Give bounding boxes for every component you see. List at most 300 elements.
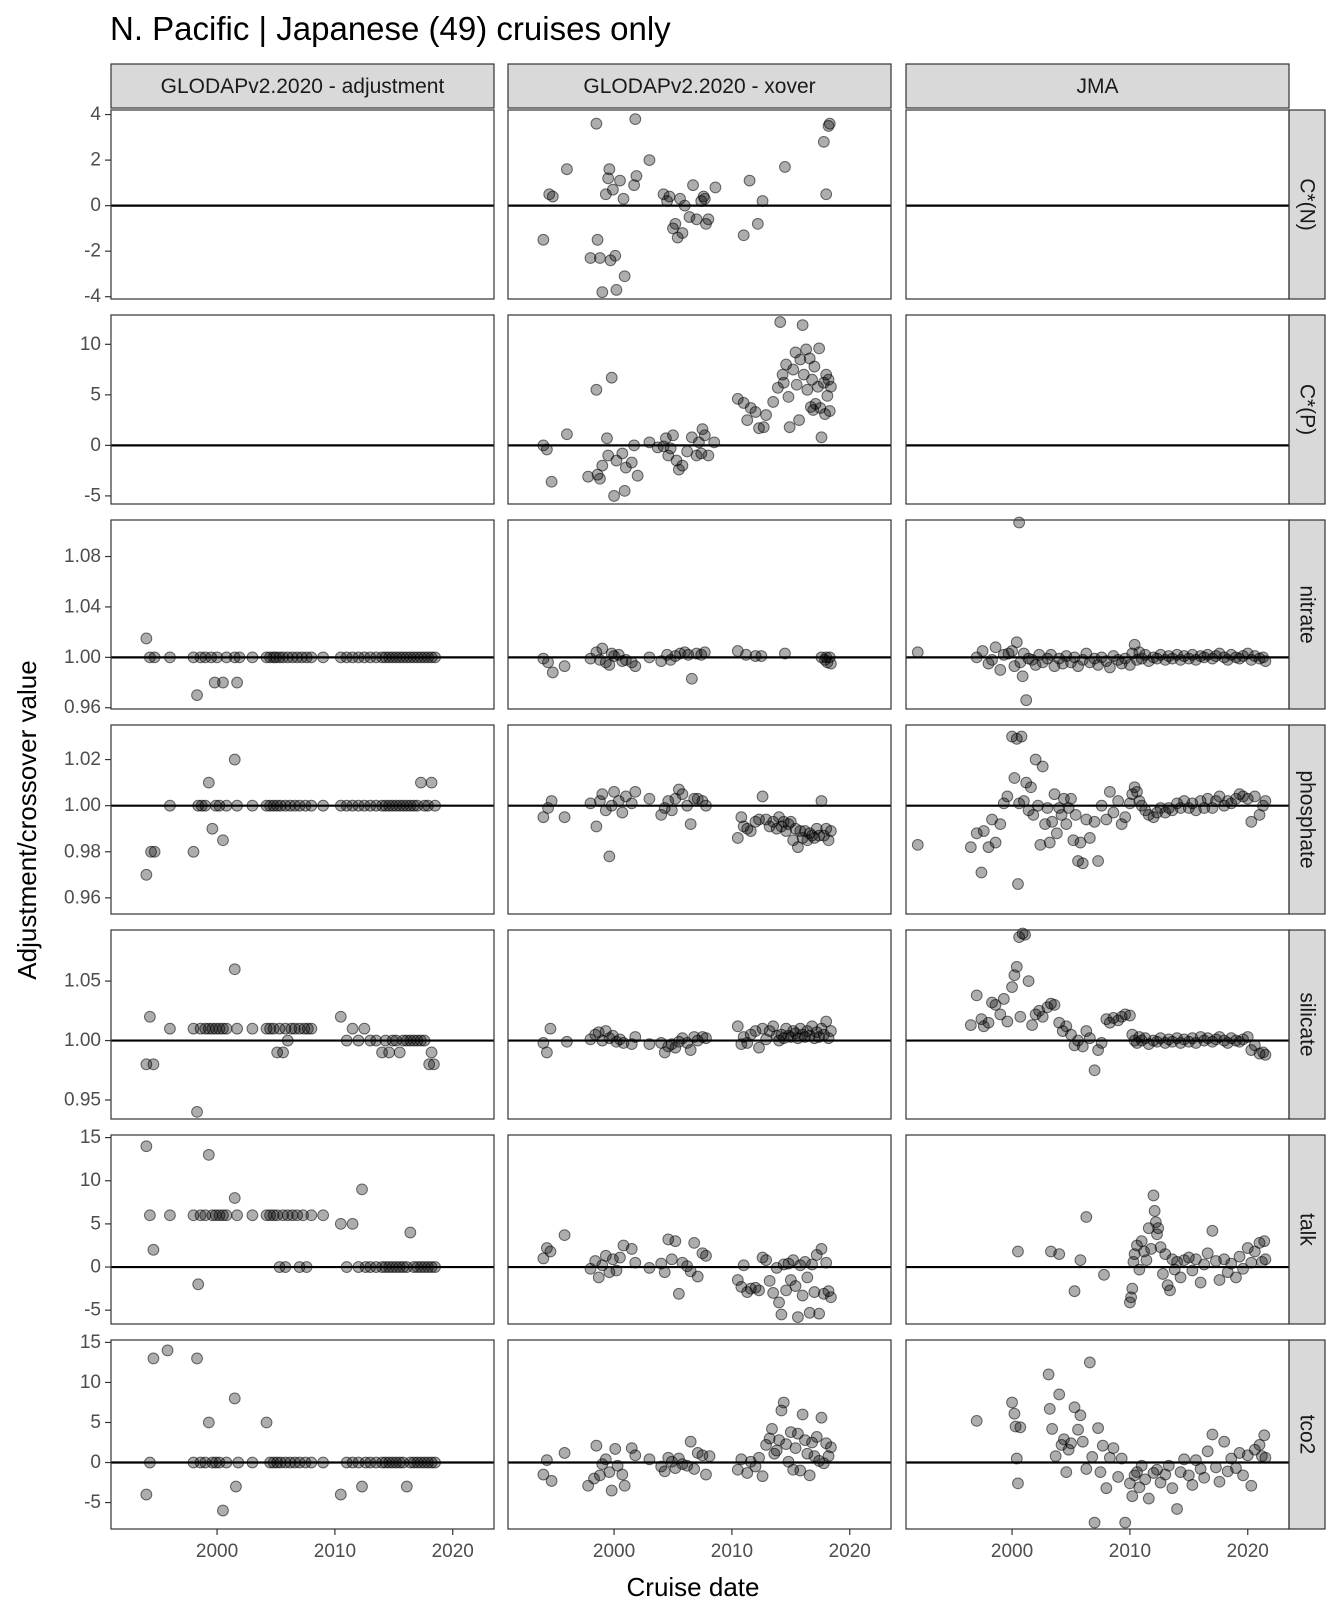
data-point bbox=[701, 1033, 712, 1044]
data-point bbox=[1202, 1248, 1213, 1259]
data-point bbox=[1175, 1272, 1186, 1283]
data-point bbox=[1101, 1483, 1112, 1494]
data-point bbox=[677, 789, 688, 800]
y-tick-label: 0 bbox=[90, 1452, 101, 1474]
data-point bbox=[774, 1297, 785, 1308]
data-point bbox=[1260, 1254, 1271, 1265]
data-point bbox=[229, 1393, 240, 1404]
data-point bbox=[611, 284, 622, 295]
data-point bbox=[778, 377, 789, 388]
data-point bbox=[1075, 1410, 1086, 1421]
data-point bbox=[677, 228, 688, 239]
data-point bbox=[141, 869, 152, 880]
chart-title: N. Pacific | Japanese (49) cruises only bbox=[110, 10, 671, 47]
data-point bbox=[1089, 816, 1100, 827]
data-point bbox=[306, 1023, 317, 1034]
data-point bbox=[1051, 828, 1062, 839]
data-point bbox=[617, 807, 628, 818]
data-point bbox=[247, 1210, 258, 1221]
data-point bbox=[704, 1451, 715, 1462]
data-point bbox=[776, 1309, 787, 1320]
data-point bbox=[318, 800, 329, 811]
data-point bbox=[764, 1275, 775, 1286]
row-strip-label: C*(P) bbox=[1295, 383, 1319, 436]
data-point bbox=[976, 867, 987, 878]
data-point bbox=[699, 193, 710, 204]
data-point bbox=[1011, 961, 1022, 972]
data-point bbox=[1077, 1436, 1088, 1447]
data-point bbox=[162, 1345, 173, 1356]
data-point bbox=[780, 162, 791, 173]
data-point bbox=[221, 1210, 232, 1221]
data-point bbox=[825, 658, 836, 669]
panel-border bbox=[508, 930, 891, 1119]
data-point bbox=[318, 1210, 329, 1221]
data-point bbox=[1219, 1436, 1230, 1447]
data-point bbox=[546, 476, 557, 487]
data-point bbox=[1254, 1440, 1265, 1451]
data-point bbox=[630, 1450, 641, 1461]
data-point bbox=[1260, 796, 1271, 807]
data-point bbox=[1016, 731, 1027, 742]
data-point bbox=[767, 1423, 778, 1434]
data-point bbox=[758, 422, 769, 433]
data-point bbox=[430, 800, 441, 811]
data-point bbox=[644, 1039, 655, 1050]
data-point bbox=[965, 842, 976, 853]
data-point bbox=[1259, 1430, 1270, 1441]
data-point bbox=[597, 287, 608, 298]
data-point bbox=[666, 1254, 677, 1265]
data-point bbox=[1202, 1446, 1213, 1457]
data-point bbox=[1037, 761, 1048, 772]
column-strip-label: GLODAPv2.2020 - adjustment bbox=[160, 75, 445, 98]
y-tick-label: 10 bbox=[79, 1170, 101, 1192]
data-point bbox=[1172, 1504, 1183, 1515]
data-point bbox=[797, 1290, 808, 1301]
data-point bbox=[744, 175, 755, 186]
data-point bbox=[617, 1469, 628, 1480]
y-tick-label: 1.00 bbox=[64, 646, 101, 668]
data-point bbox=[1099, 1269, 1110, 1280]
data-point bbox=[692, 1271, 703, 1282]
data-point bbox=[597, 460, 608, 471]
data-point bbox=[221, 800, 232, 811]
data-point bbox=[1015, 1422, 1026, 1433]
y-tick-label: -5 bbox=[84, 1299, 101, 1321]
data-point bbox=[825, 826, 836, 837]
data-point bbox=[1214, 1476, 1225, 1487]
data-point bbox=[1054, 1249, 1065, 1260]
data-point bbox=[232, 1023, 243, 1034]
data-point bbox=[318, 652, 329, 663]
data-point bbox=[619, 1480, 630, 1491]
data-point bbox=[1084, 1357, 1095, 1368]
data-point bbox=[1044, 1403, 1055, 1414]
data-point bbox=[547, 667, 558, 678]
data-point bbox=[1026, 782, 1037, 793]
y-tick-label: 0 bbox=[90, 1256, 101, 1278]
data-point bbox=[1249, 791, 1260, 802]
data-point bbox=[1246, 1257, 1257, 1268]
data-point bbox=[659, 1267, 670, 1278]
y-axis-title: Adjustment/crossover value bbox=[12, 660, 42, 980]
data-point bbox=[546, 796, 557, 807]
data-point bbox=[144, 1457, 155, 1468]
data-point bbox=[597, 789, 608, 800]
data-point bbox=[591, 384, 602, 395]
y-tick-label: 5 bbox=[90, 1213, 101, 1235]
row-strip-label: nitrate bbox=[1295, 585, 1319, 644]
data-point bbox=[221, 1023, 232, 1034]
data-point bbox=[995, 819, 1006, 830]
data-point bbox=[149, 652, 160, 663]
panel-border bbox=[906, 930, 1289, 1119]
data-point bbox=[1020, 929, 1031, 940]
data-point bbox=[1260, 1049, 1271, 1060]
data-point bbox=[689, 1464, 700, 1475]
data-point bbox=[192, 1106, 203, 1117]
data-point bbox=[685, 1436, 696, 1447]
data-point bbox=[546, 1476, 557, 1487]
data-point bbox=[593, 1272, 604, 1283]
data-point bbox=[600, 1454, 611, 1465]
data-point bbox=[218, 1505, 229, 1516]
data-point bbox=[630, 786, 641, 797]
y-tick-label: 0.98 bbox=[64, 841, 101, 863]
data-point bbox=[592, 234, 603, 245]
data-point bbox=[1070, 809, 1081, 820]
data-point bbox=[644, 652, 655, 663]
row-strip-label: C*(N) bbox=[1295, 178, 1319, 231]
data-point bbox=[165, 800, 176, 811]
data-point bbox=[1061, 1467, 1072, 1478]
data-point bbox=[149, 846, 160, 857]
row-strip-label: talk bbox=[1295, 1213, 1319, 1246]
row-strip-label: tco2 bbox=[1295, 1414, 1319, 1455]
panel-border bbox=[906, 1340, 1289, 1529]
data-point bbox=[754, 1285, 765, 1296]
data-point bbox=[347, 1023, 358, 1034]
data-point bbox=[685, 819, 696, 830]
data-point bbox=[1127, 1491, 1138, 1502]
data-point bbox=[430, 1457, 441, 1468]
data-point bbox=[794, 415, 805, 426]
data-point bbox=[1104, 786, 1115, 797]
data-point bbox=[1027, 1020, 1038, 1031]
data-point bbox=[1148, 1190, 1159, 1201]
panel-border bbox=[906, 110, 1289, 299]
data-point bbox=[232, 800, 243, 811]
data-point bbox=[983, 1017, 994, 1028]
data-point bbox=[1149, 1206, 1160, 1217]
data-point bbox=[1073, 1424, 1084, 1435]
data-point bbox=[148, 1353, 159, 1364]
data-point bbox=[816, 1412, 827, 1423]
data-point bbox=[673, 1288, 684, 1299]
data-point bbox=[977, 646, 988, 657]
data-point bbox=[668, 430, 679, 441]
data-point bbox=[1163, 1460, 1174, 1471]
data-point bbox=[1167, 1483, 1178, 1494]
data-point bbox=[604, 164, 615, 175]
data-point bbox=[335, 1011, 346, 1022]
data-point bbox=[545, 1023, 556, 1034]
data-point bbox=[998, 994, 1009, 1005]
data-point bbox=[188, 846, 199, 857]
data-point bbox=[1165, 1285, 1176, 1296]
data-point bbox=[1075, 1255, 1086, 1266]
y-tick-label: 10 bbox=[79, 333, 101, 355]
data-point bbox=[232, 1210, 243, 1221]
data-point bbox=[816, 1244, 827, 1255]
data-point bbox=[824, 118, 835, 129]
data-point bbox=[630, 1257, 641, 1268]
data-point bbox=[247, 1023, 258, 1034]
y-tick-label: 4 bbox=[90, 104, 101, 126]
x-tick-label: 2020 bbox=[1226, 1541, 1269, 1562]
data-point bbox=[825, 381, 836, 392]
data-point bbox=[802, 1272, 813, 1283]
y-tick-label: 10 bbox=[79, 1371, 101, 1393]
data-point bbox=[685, 1045, 696, 1056]
data-point bbox=[756, 651, 767, 662]
data-point bbox=[359, 1023, 370, 1034]
data-point bbox=[583, 471, 594, 482]
data-point bbox=[809, 361, 820, 372]
data-point bbox=[280, 1262, 291, 1273]
data-point bbox=[1207, 1225, 1218, 1236]
data-point bbox=[814, 343, 825, 354]
data-point bbox=[405, 1227, 416, 1238]
data-point bbox=[1049, 999, 1060, 1010]
data-point bbox=[679, 200, 690, 211]
data-point bbox=[428, 1059, 439, 1070]
data-point bbox=[218, 677, 229, 688]
data-point bbox=[1179, 1454, 1190, 1465]
panel-border bbox=[111, 725, 494, 914]
y-tick-label: -2 bbox=[84, 240, 101, 262]
data-point bbox=[1021, 695, 1032, 706]
data-point bbox=[1136, 1236, 1147, 1247]
data-point bbox=[1002, 1016, 1013, 1027]
data-point bbox=[701, 1250, 712, 1261]
data-point bbox=[659, 1466, 670, 1477]
y-tick-label: 5 bbox=[90, 384, 101, 406]
data-point bbox=[1096, 800, 1107, 811]
data-point bbox=[1023, 976, 1034, 987]
data-point bbox=[426, 1047, 437, 1058]
data-point bbox=[1234, 1251, 1245, 1262]
data-point bbox=[778, 1397, 789, 1408]
row-strip-label: phosphate bbox=[1295, 770, 1319, 869]
data-point bbox=[825, 1292, 836, 1303]
data-point bbox=[1081, 1212, 1092, 1223]
data-point bbox=[1084, 833, 1095, 844]
data-point bbox=[978, 826, 989, 837]
x-tick-label: 2010 bbox=[1108, 1541, 1152, 1562]
data-point bbox=[821, 1257, 832, 1268]
data-point bbox=[203, 1417, 214, 1428]
data-point bbox=[1089, 1065, 1100, 1076]
data-point bbox=[229, 754, 240, 765]
data-point bbox=[232, 677, 243, 688]
data-point bbox=[1136, 1460, 1147, 1471]
data-point bbox=[630, 661, 641, 672]
data-point bbox=[752, 218, 763, 229]
data-point bbox=[732, 833, 743, 844]
data-point bbox=[1158, 1269, 1169, 1280]
data-point bbox=[630, 1032, 641, 1043]
data-point bbox=[1260, 656, 1271, 667]
data-point bbox=[203, 1149, 214, 1160]
data-point bbox=[607, 184, 618, 195]
data-point bbox=[559, 1448, 570, 1459]
data-point bbox=[1044, 837, 1055, 848]
data-point bbox=[709, 437, 720, 448]
data-point bbox=[247, 800, 258, 811]
data-point bbox=[626, 798, 637, 809]
data-point bbox=[1113, 796, 1124, 807]
data-point bbox=[990, 837, 1001, 848]
data-point bbox=[670, 1236, 681, 1247]
data-point bbox=[247, 1457, 258, 1468]
x-tick-label: 2020 bbox=[431, 1541, 474, 1562]
data-point bbox=[768, 1288, 779, 1299]
data-point bbox=[688, 180, 699, 191]
data-point bbox=[430, 652, 441, 663]
data-point bbox=[632, 470, 643, 481]
data-point bbox=[1089, 1517, 1100, 1528]
data-point bbox=[775, 317, 786, 328]
data-point bbox=[626, 1244, 637, 1255]
x-tick-label: 2000 bbox=[195, 1541, 239, 1562]
data-point bbox=[148, 1059, 159, 1070]
data-point bbox=[971, 1415, 982, 1426]
panel-border bbox=[508, 1340, 891, 1529]
data-point bbox=[804, 1470, 815, 1481]
y-tick-label: 1.00 bbox=[64, 1030, 101, 1052]
x-tick-label: 2000 bbox=[990, 1541, 1034, 1562]
data-point bbox=[1211, 1462, 1222, 1473]
data-point bbox=[1238, 1470, 1249, 1481]
data-point bbox=[306, 1457, 317, 1468]
data-point bbox=[1141, 1255, 1152, 1266]
y-tick-label: 0.96 bbox=[64, 697, 101, 719]
column-strip-label: JMA bbox=[1076, 75, 1119, 98]
data-point bbox=[141, 1489, 152, 1500]
data-point bbox=[1260, 1452, 1271, 1463]
data-point bbox=[1187, 1265, 1198, 1276]
data-point bbox=[394, 1047, 405, 1058]
data-point bbox=[357, 1481, 368, 1492]
data-point bbox=[797, 1409, 808, 1420]
row-strip-label: silicate bbox=[1295, 992, 1319, 1057]
data-point bbox=[1054, 1389, 1065, 1400]
data-point bbox=[562, 1036, 573, 1047]
data-point bbox=[602, 433, 613, 444]
data-point bbox=[814, 1308, 825, 1319]
data-point bbox=[644, 1263, 655, 1274]
data-point bbox=[809, 1287, 820, 1298]
data-point bbox=[278, 1047, 289, 1058]
data-point bbox=[631, 171, 642, 182]
data-point bbox=[141, 1141, 152, 1152]
data-point bbox=[347, 1218, 358, 1229]
data-point bbox=[610, 250, 621, 261]
data-point bbox=[677, 460, 688, 471]
data-point bbox=[1187, 1480, 1198, 1491]
data-point bbox=[1195, 1277, 1206, 1288]
x-tick-label: 2010 bbox=[710, 1541, 754, 1562]
data-point bbox=[797, 320, 808, 331]
data-point bbox=[1069, 1286, 1080, 1297]
data-point bbox=[341, 1035, 352, 1046]
data-point bbox=[965, 1020, 976, 1031]
data-point bbox=[1061, 819, 1072, 830]
data-point bbox=[218, 835, 229, 846]
data-point bbox=[754, 1452, 765, 1463]
data-point bbox=[401, 1481, 412, 1492]
data-point bbox=[221, 1457, 232, 1468]
data-point bbox=[761, 410, 772, 421]
data-point bbox=[562, 429, 573, 440]
data-point bbox=[1093, 856, 1104, 867]
plot-area bbox=[64, 64, 1325, 1562]
data-point bbox=[761, 1255, 772, 1266]
data-point bbox=[1066, 793, 1077, 804]
data-point bbox=[192, 690, 203, 701]
data-point bbox=[193, 1279, 204, 1290]
data-point bbox=[793, 1312, 804, 1323]
y-tick-label: 0.95 bbox=[64, 1089, 101, 1111]
data-point bbox=[247, 652, 258, 663]
data-point bbox=[619, 485, 630, 496]
data-point bbox=[1113, 1472, 1124, 1483]
y-tick-label: 1.05 bbox=[64, 970, 101, 992]
data-point bbox=[144, 1210, 155, 1221]
data-point bbox=[1093, 1423, 1104, 1434]
data-point bbox=[559, 812, 570, 823]
data-point bbox=[1042, 803, 1053, 814]
data-point bbox=[784, 422, 795, 433]
data-point bbox=[1081, 1464, 1092, 1475]
data-point bbox=[416, 777, 427, 788]
data-point bbox=[1143, 1493, 1154, 1504]
data-point bbox=[1259, 1236, 1270, 1247]
data-point bbox=[821, 189, 832, 200]
panel-border bbox=[508, 520, 891, 709]
data-point bbox=[233, 1457, 244, 1468]
data-point bbox=[710, 182, 721, 193]
data-point bbox=[1214, 1275, 1225, 1286]
data-point bbox=[618, 193, 629, 204]
data-point bbox=[430, 1262, 441, 1273]
data-point bbox=[148, 1244, 159, 1255]
data-point bbox=[1066, 1438, 1077, 1449]
data-point bbox=[318, 1457, 329, 1468]
data-point bbox=[987, 654, 998, 665]
data-point bbox=[788, 364, 799, 375]
data-point bbox=[591, 1440, 602, 1451]
data-point bbox=[353, 1035, 364, 1046]
panel-border bbox=[906, 315, 1289, 504]
data-point bbox=[543, 657, 554, 668]
data-point bbox=[541, 1455, 552, 1466]
data-point bbox=[559, 661, 570, 672]
data-point bbox=[261, 1417, 272, 1428]
data-point bbox=[203, 777, 214, 788]
